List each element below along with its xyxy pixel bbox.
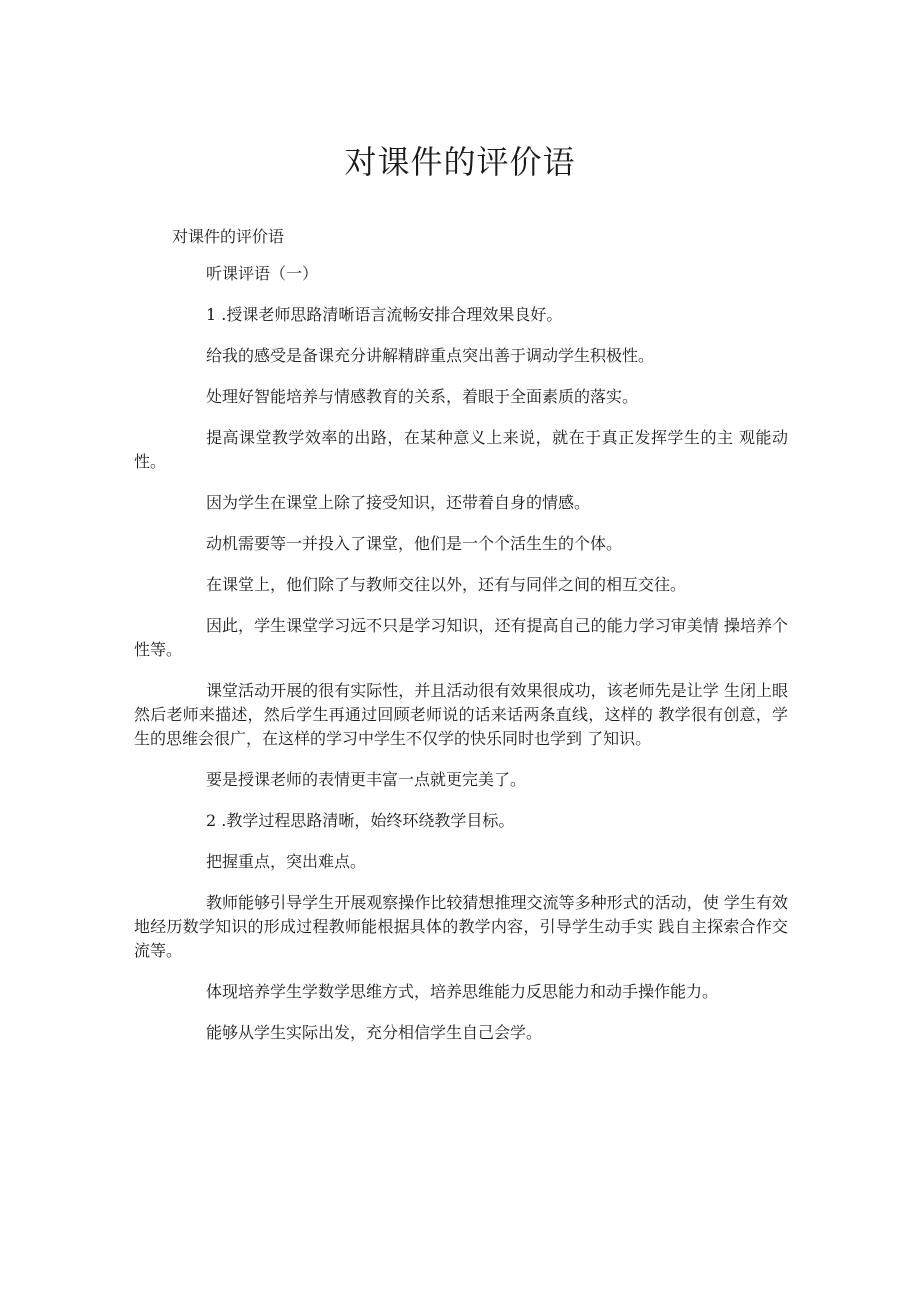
- paragraph: 把握重点，突出难点。: [206, 852, 367, 871]
- paragraph: 处理好智能培养与情感教育的关系，着眼于全面素质的落实。: [206, 387, 639, 406]
- paragraph: 动机需要等一并投入了课堂，他们是一个个活生生的个体。: [206, 534, 623, 553]
- section-heading: 听课评语（一）: [206, 264, 319, 283]
- paragraph: 提高课堂教学效率的出路，在某种意义上来说，就在于真正发挥学生的主 观能动性。: [134, 428, 788, 471]
- paragraph: 教师能够引导学生开展观察操作比较猜想推理交流等多种形式的活动，使 学生有效地经历数学知识的形成过程教师能根据具体的教学内容，引导学生动手实 践自主探索合作交流等。: [134, 893, 788, 960]
- document-subtitle: 对课件的评价语: [172, 227, 285, 246]
- paragraph: 给我的感受是备课充分讲解精辟重点突出善于调动学生积极性。: [206, 346, 655, 365]
- page-title: 对课件的评价语: [344, 143, 576, 181]
- paragraph: 2 .教学过程思路清晰，始终环绕教学目标。: [206, 811, 515, 830]
- paragraph: 因为学生在课堂上除了接受知识，还带着自身的情感。: [206, 493, 591, 512]
- document-body: [134, 262, 788, 1062]
- paragraph: 因此，学生课堂学习远不只是学习知识，还有提高自己的能力学习审美情 操培养个性等。: [134, 616, 788, 659]
- paragraph: 课堂活动开展的很有实际性，并且活动很有效果很成功，该老师先是让学 生闭上眼然后老师来描述，然后学生再通过回顾老师说的话来话两条直线，这样的 教学很有创意，学生的思维会很广，在这样的学习中学生不仅学的快乐同时也学到 了知识。: [134, 681, 788, 748]
- paragraph: 1 .授课老师思路清晰语言流畅安排合理效果良好。: [206, 305, 563, 324]
- paragraph: 在课堂上，他们除了与教师交往以外，还有与同伴之间的相互交往。: [206, 575, 687, 594]
- paragraph: 能够从学生实际出发，充分相信学生自己会学。: [206, 1023, 543, 1042]
- paragraph: 体现培养学生学数学思维方式，培养思维能力反思能力和动手操作能力。: [206, 982, 719, 1001]
- paragraph: 要是授课老师的表情更丰富一点就更完美了。: [206, 770, 527, 789]
